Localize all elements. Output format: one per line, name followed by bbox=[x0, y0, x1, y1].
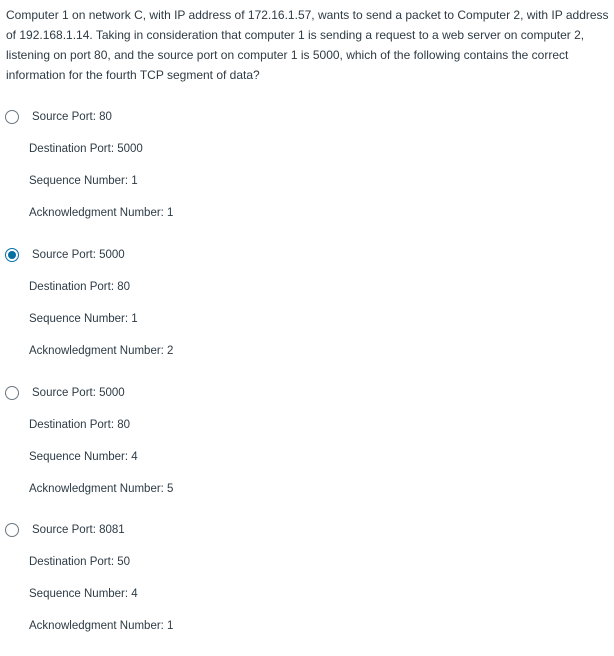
destination-port-label: Destination Port: 80 bbox=[29, 419, 131, 431]
ack-number-label: Acknowledgment Number: 2 bbox=[29, 345, 174, 357]
ack-number-label: Acknowledgment Number: 1 bbox=[29, 207, 174, 219]
ack-number-label: Acknowledgment Number: 1 bbox=[29, 620, 174, 632]
sequence-number-label: Sequence Number: 1 bbox=[29, 313, 138, 325]
source-port-label: Source Port: 5000 bbox=[32, 387, 125, 399]
source-port-label: Source Port: 80 bbox=[32, 111, 112, 123]
radio-button-d[interactable] bbox=[5, 523, 19, 537]
radio-button-a[interactable] bbox=[5, 110, 19, 124]
sequence-number-label: Sequence Number: 4 bbox=[29, 451, 138, 463]
source-port-label: Source Port: 8081 bbox=[32, 524, 125, 536]
sequence-number-label: Sequence Number: 4 bbox=[29, 588, 138, 600]
destination-port-label: Destination Port: 50 bbox=[29, 556, 131, 568]
question-text: Computer 1 on network C, with IP address of 172.16.1.57, wants to send a packet to Computer 2, with IP address of 192.168.1.14. Taking in consideration that computer 1 is sending a request to a web server on computer 2, listening on port 80, and the source port on computer 1 is 5000, which of the following contains the correct information for the fourth TCP segment of data? bbox=[6, 8, 609, 82]
destination-port-label: Destination Port: 80 bbox=[29, 281, 131, 293]
radio-button-b[interactable] bbox=[5, 248, 19, 262]
sequence-number-label: Sequence Number: 1 bbox=[29, 175, 138, 187]
source-port-label: Source Port: 5000 bbox=[32, 249, 125, 261]
destination-port-label: Destination Port: 5000 bbox=[29, 143, 143, 155]
radio-button-c[interactable] bbox=[5, 386, 19, 400]
ack-number-label: Acknowledgment Number: 5 bbox=[29, 483, 174, 495]
